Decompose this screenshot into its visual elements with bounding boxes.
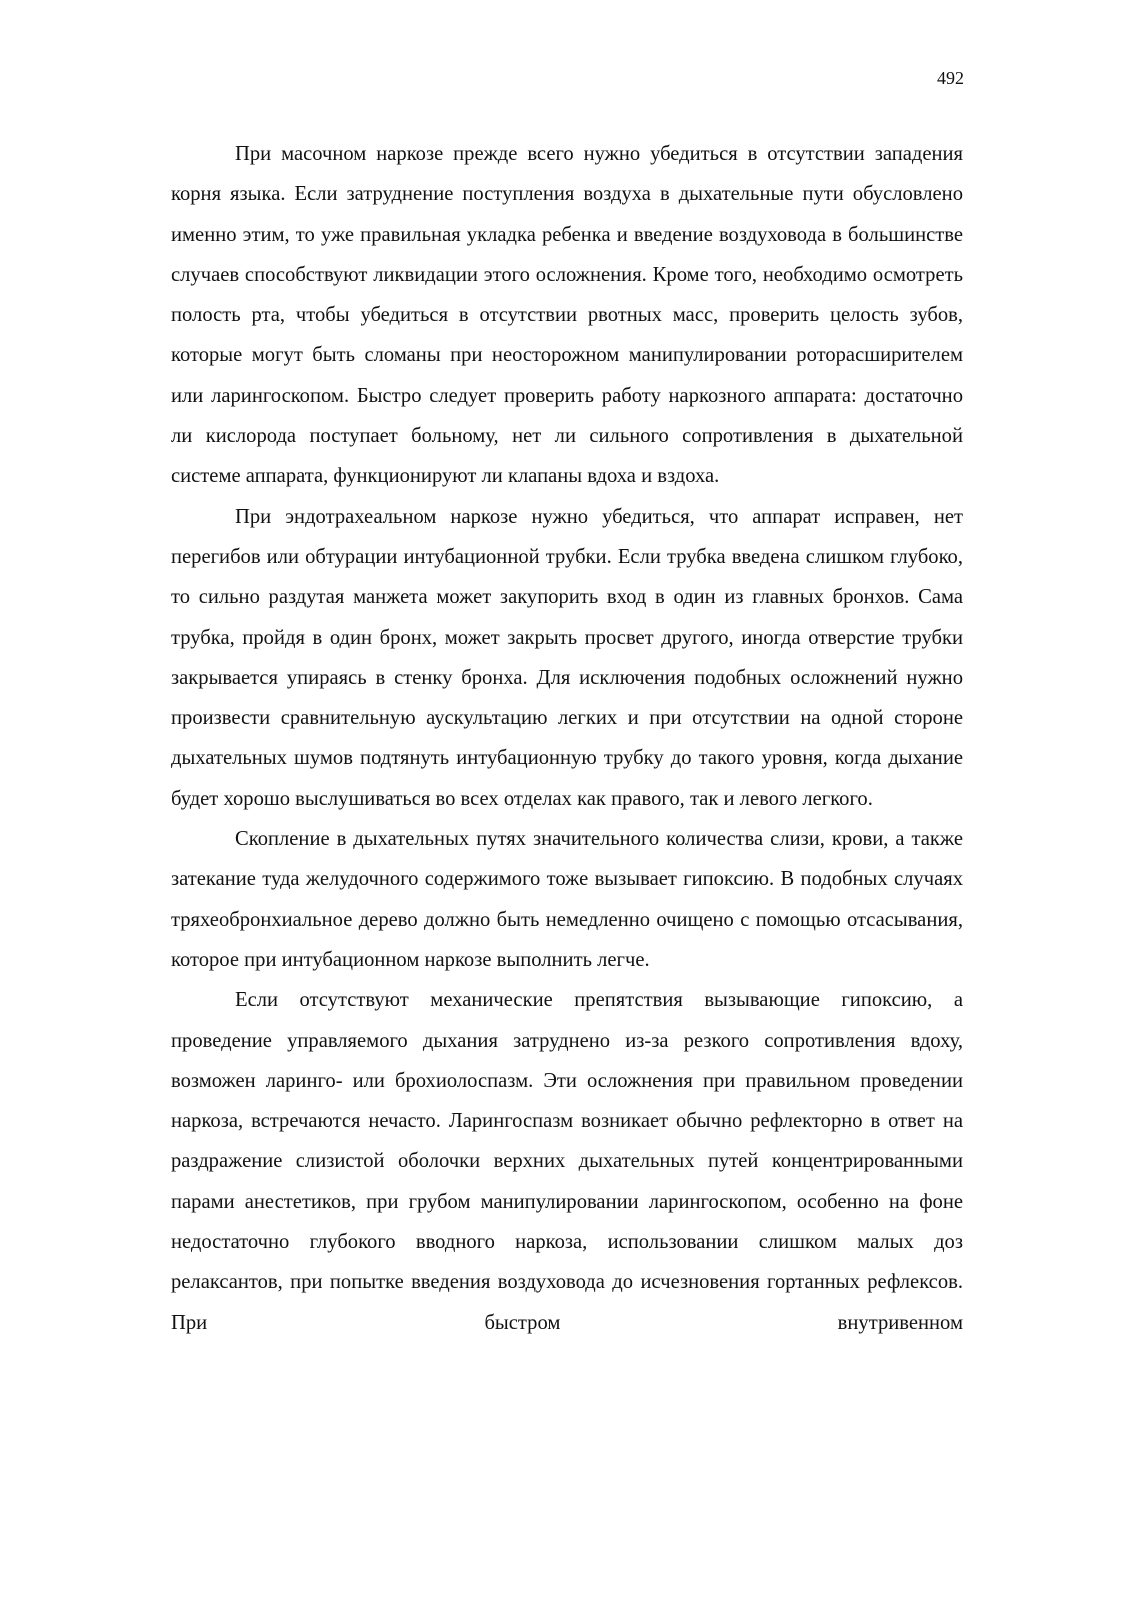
page-number: 492 [937, 68, 964, 88]
document-body [171, 134, 963, 1343]
paragraph-airway-secretions: Скопление в дыхательных путях значительного количества слизи, крови, а также затекание туда желудочного содержимого тоже вызывает гипоксию. В подобных случаях тряхеобронхиальное дерево должно быть немедленно очищено с помощью отсасывания, которое при интубационном наркозе выполнить легче. [171, 828, 963, 971]
paragraph-endotracheal-anesthesia: При эндотрахеальном наркозе нужно убедиться, что аппарат исправен, нет перегибов или обтурации интубационной трубки. Если трубка введена слишком глубоко, то сильно раздутая манжета может закупорить вход в один из главных бронхов. Сама трубка, пройдя в один бронх, может закрыть просвет другого, иногда отверстие трубки закрывается упираясь в стенку бронха. Для исключения подобных осложнений нужно произвести сравнительную аускультацию легких и при отсутствии на одной стороне дыхательных шумов подтянуть интубационную трубку до такого уровня, когда дыхание будет хорошо выслушиваться во всех отделах как правого, так и левого легкого. [171, 505, 963, 810]
paragraph-mask-anesthesia: При масочном наркозе прежде всего нужно убедиться в отсутствии западения корня языка. Если затруднение поступления воздуха в дыхательные пути обусловлено именно этим, то уже правильная укладка ребенка и введение воздуховода в большинстве случаев способствуют ликвидации этого осложнения. Кроме того, необходимо осмотреть полость рта, чтобы убедиться в отсутствии рвотных масс, проверить целость зубов, которые могут быть сломаны при неосторожном манипулировании роторасширителем или ларингоскопом. Быстро следует проверить работу наркозного аппарата: достаточно ли кислорода поступает больному, нет ли сильного сопротивления в дыхательной системе аппарата, функционируют ли клапаны вдоха и вздоха. [171, 143, 963, 488]
paragraph-laryngospasm: Если отсутствуют механические препятствия вызывающие гипоксию, а проведение управляемого дыхания затруднено из-за резкого сопротивления вдоху, возможен ларинго- или брохиолоспазм. Эти осложнения при правильном проведении наркоза, встречаются нечасто. Ларингоспазм возникает обычно рефлекторно в ответ на раздражение слизистой оболочки верхних дыхательных путей концентрированными парами анестетиков, при грубом манипулировании ларингоскопом, особенно на фоне недостаточно глубокого вводного наркоза, использовании слишком малых доз релаксантов, при попытке введения воздуховода до исчезновения гортанных рефлексов. При быстром внутривенном [171, 989, 963, 1334]
